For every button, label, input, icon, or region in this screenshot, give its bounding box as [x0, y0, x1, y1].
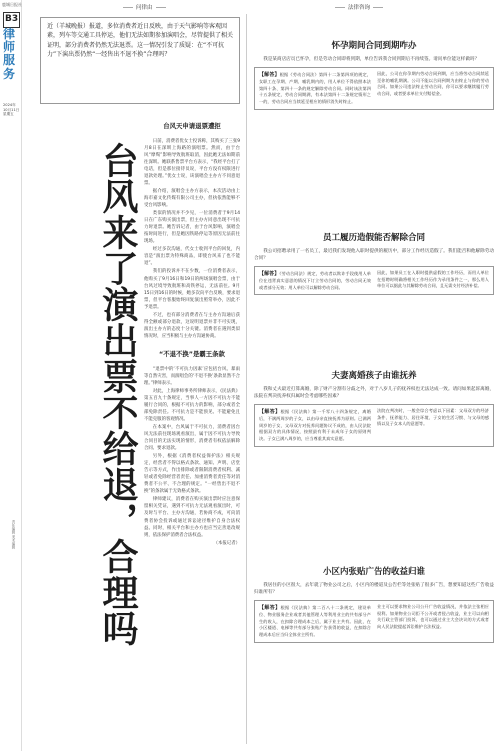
answer-right: 因此，如果员工在入职时提供虚假的工作经历，而用人单位在招聘时明确将相关工作经历作为录用条件之一，那么用人单位可以据此与其解除劳动合同，且无需支付经济补偿。	[377, 269, 489, 289]
qa-answer	[254, 266, 494, 295]
section2-heading: “不退不换”是霸王条款	[159, 349, 225, 358]
paragraph: 据介绍，演唱会主办方表示，本次活动由上海市嘉文化传媒有限公司主办，但执依然能够不受台风影响。	[144, 188, 240, 209]
editor-credits: 责任编辑 美术编辑	[12, 520, 16, 550]
paragraph: 对此，上海律师事务所律师表示，《民法典》第五百九十条规定，当事人一方因不可抗力不能履行合同的，根据不可抗力的影响，部分或者全部免除责任。不可抗力是不能预见、不能避免且不能克服的客观情况。	[144, 388, 240, 422]
answer-label: 【解答】	[259, 604, 281, 611]
answer-left	[259, 408, 371, 443]
qa-title: 怀孕期间合同到期咋办	[331, 41, 417, 51]
article-body	[144, 108, 240, 748]
column-divider	[246, 14, 247, 744]
qa-title: 小区内张贴广告的收益归谁	[322, 567, 425, 577]
left-column	[40, 0, 240, 751]
qa-answer	[254, 67, 494, 110]
answer-right: 业主可以要求物业公司公开广告收益情况，并依法主张相应权利。如果物业公司拒不公开或者侵占收益，业主可以向相关行政主管部门投诉，也可以通过业主大会决议的方式或者向人民法院提起诉讼维护合法权益。	[377, 603, 489, 630]
author-credit: （本报记者）	[213, 540, 240, 546]
paragraph: “退票中的‘不可抗力因素’应包括台风、暴雨等自然灾害，而演唱会的‘不退不换’条款显然不合理。”律师表示。	[144, 366, 240, 386]
answer-right: 法院在判决时，一般会综合考虑以下因素：父母双方的经济条件、抚养能力、居住环境、子女的生活习惯、与父母的感情以及子女本人的意愿等。	[377, 407, 489, 427]
main-headline: 台风来了演出票不给退，合理吗	[97, 142, 139, 646]
qa-block-ad-revenue	[254, 566, 494, 643]
answer-label: 【解答】	[259, 71, 280, 78]
answer-left	[259, 270, 371, 291]
paragraph: 不过，也有部分消费者在与主办方沟通后获得全额或部分退款，这说明退票并非不可实现，演出主办方的态度十分关键。消费者在遇到类似情况时，应当积极与主办方沟通协商。	[144, 312, 240, 339]
answer-text: 《劳动合同法》规定，劳动者以欺诈手段使用人单位在违背真实意思的情况下订立劳动合同的，劳动合同无效或者部分无效；用人单位可以解除劳动合同。	[259, 270, 371, 290]
section-title: 律师服务	[3, 27, 16, 81]
page-number: B3	[3, 12, 20, 28]
paragraph: 在本案中，台风属于不可抗力，消费者因台风无法前往现场观看演出，属于因不可抗力导致合同目的无法实现的情形，消费者有权依法解除合同、要求退款。	[144, 424, 240, 452]
qa-answer	[254, 404, 494, 447]
paragraph: 我们的投诉并不在少数，一位消费者表示，他购买了9月16日和19日的两场演唱会票，由于台风过境导致航班和高铁停运，无法前往。9月15日到16日的时候，她多次向平台反映，要求退票，但平台客服始终回复演出照常举办，因此不予退票。	[144, 269, 240, 310]
answer-left	[259, 604, 371, 639]
qa-block-resume-fraud	[254, 232, 494, 295]
answer-text: 根据《民法典》第二百八十二条规定，建设单位、物业服务企业或者其他管理人等利用业主的共有部分产生的收入，在扣除合理成本之后，属于业主共有。因此，在小区楼道、电梯等共有部分张贴广告获得的收益，在扣除合理成本后应当归全体业主所有。	[259, 604, 371, 638]
qa-question: 我公司招聘录用了一名员工，最近我们发现他入职时提供的履历中，部分工作经历造假了。我们能否和他解除劳动合同？	[254, 248, 494, 261]
qa-question: 我是某商店店员已怀孕，但是劳动合同即将到期，单位告诉我合同到期后不再续签。请问单位能这样做吗？	[263, 56, 480, 62]
answer-right: 因此，公司在你孕期内劳动合同到期，应当将劳动合同续延至你的哺乳期满。公司不能以合同到期为由终止与你的劳动合同。如果公司违法终止劳动合同，你可以要求继续履行劳动合同，或者要求单位支付赔偿金。	[377, 70, 489, 97]
page-strip	[0, 0, 22, 751]
paragraph: 经过多次沟通，代女士收到平台的回复，内容是“演出票为特殊商品，即使台风来了也不能退”。	[144, 247, 240, 267]
date-year: 2024年	[3, 103, 16, 107]
answer-label: 【解答】	[259, 270, 280, 277]
qa-answer	[254, 600, 494, 643]
lead-paragraph: 近（羊城晚报）报道，多位消费者近日反映，由于天气影响等客观因素，列车等交通工具停运，他们无法如期参加演唱会，尽管提供了相关证明，部分消费者仍然无法退票。这一情况引发了质疑：在“不可抗力”下演出票仍然“一经售出不退不换”合理吗？	[40, 17, 240, 104]
masthead: 鹿城日报社	[2, 2, 22, 7]
answer-text: 根据《民法典》第一千零八十四条规定，离婚后，不满两周岁的子女，以由母亲直接抚养为原则。已满两周岁的子女，父母双方对抚养问题协议不成的，由人民法院根据双方的具体情况，按照最有利于未成年子女的原则判决。子女已满八周岁的，应当尊重其真实意愿。	[259, 408, 371, 442]
paragraph: 日前，消费者优女士投诉称，其购买了三张9月8日在深圳上海路的演唱票。然而，由于台风“摩羯”影响导致航班取消，因此她无法如期前往深圳。她联系售票平台方表示，“我经平台打了电话，但是那位接待员说，平台方没有权限进行退款处理。”优女士说，该演唱会主办方不同意退票。	[144, 138, 240, 186]
qa-question: 我和丈夫最近打算离婚，除了财产分割有分歧之外，对于八岁儿子的抚养权也无法达成一致。请问如果起诉离婚，法院在判决抚养权归属时会考虑哪些因素？	[254, 386, 494, 399]
qa-title: 员工履历造假能否解除合同	[322, 233, 425, 243]
section1-body	[144, 138, 240, 340]
qa-title: 夫妻离婚孩子由谁抚养	[331, 371, 417, 381]
qa-block-custody	[254, 370, 494, 447]
qa-question: 我居住的小区很大，去年就了物业公司之后，小区内的楼道及公告栏等处张贴了很多广告，想要知道这些广告收益归谁所有？	[254, 582, 494, 595]
left-section-tag: 问律由	[120, 4, 169, 12]
paragraph: 类似的情况并不少见，一位消费者于9月14日在广东购买演出票，但主办方同意出现不可抗力时退票。她告诉记者，由于台风影响，演唱会按时间进行，但是她因铁路停运等原因无法前往现场。	[144, 211, 240, 245]
right-section-tag: 法律咨询	[332, 4, 386, 12]
section1-heading: 台风天申请退票遭拒	[163, 122, 221, 130]
section2-body	[144, 366, 240, 539]
qa-block-pregnancy	[254, 40, 494, 110]
answer-text: 根据《劳动合同法》第四十二条第四项的规定，女职工在孕期、产期、哺乳期内的，用人单位不得依照本法第四十条、第四十一条的规定解除劳动合同。同时该法第四十五条规定，劳动合同期满，有本法第四十二条规定情形之一的，劳动合同应当续延至相应的情形消失时终止。	[259, 71, 371, 105]
paragraph: 另外，根据《消费者权益保护法》相关规定，经营者不得以格式条款、通知、声明、店堂告示等方式，作出排除或者限制消费者权利、减轻或者免除经营者责任、加重消费者责任等对消费者不公平、不合理的规定。“一经售出不退不换”的条款属于无效格式条款。	[144, 454, 240, 495]
right-column	[254, 0, 494, 751]
date-block	[3, 103, 20, 117]
answer-left	[259, 71, 371, 106]
date-day: 10月11日	[3, 107, 20, 112]
weekday: 星期五	[3, 112, 14, 117]
answer-label: 【解答】	[259, 408, 281, 415]
paragraph: 律师建议，消费者在购买演出票时应注意保留相关凭证，遇到不可抗力无法观看演出时，可及时与平台、主办方沟通，若协商不成，可向消费者协会投诉或通过诉讼途径维护自身合法权益。同时，相关平台和主办方也应当完善退改规则，依法保护消费者合法权益。	[144, 497, 240, 538]
